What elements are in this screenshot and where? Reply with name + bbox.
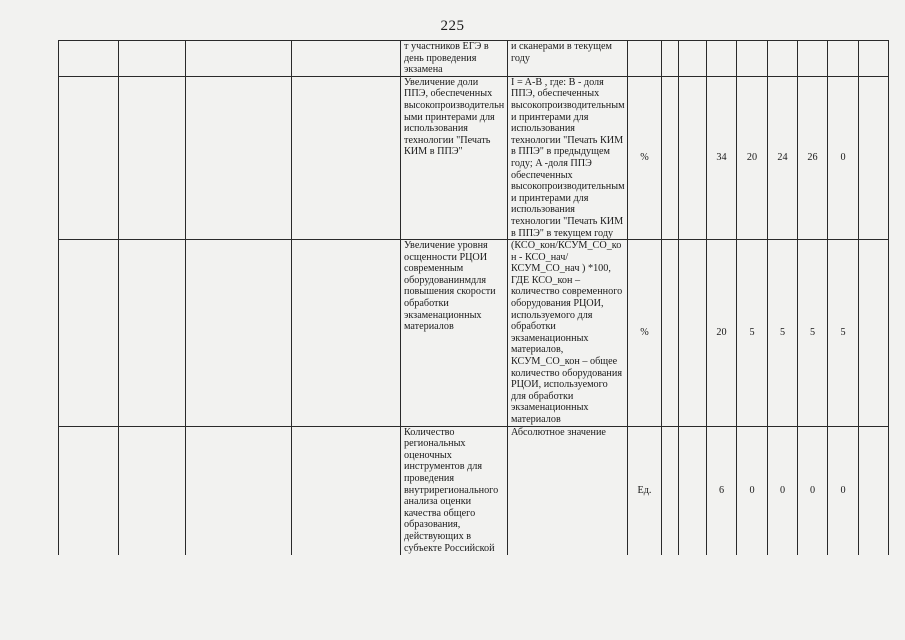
empty-cell <box>59 426 119 555</box>
table-row <box>59 76 889 239</box>
page-number: 225 <box>440 18 465 34</box>
calculation-method: (КСО_кон/КСУМ_СО_ко н - КСО_нач/КСУМ_СО_нач ) *100, ГДЕ КСО_кон – количество современного оборудования РЦОИ, используемого для обработки экзаменационных материалов, КСУМ_СО_кон – общее количество оборудования РЦОИ, используемого для обработки экзаменационных материалов <box>508 240 628 427</box>
year-value-cell: 24 <box>768 76 798 239</box>
unit-cell: % <box>628 240 662 427</box>
indicator-name: т участников ЕГЭ в день проведения экзамена <box>401 41 508 77</box>
empty-cell <box>292 426 401 555</box>
year-value-cell: 20 <box>737 76 768 239</box>
indicator-name: Увеличение доли ППЭ, обеспеченных высокопроизводительн ыми принтерами для использования технологии "Печать КИМ в ППЭ" <box>401 76 508 239</box>
base-value-cell: 34 <box>707 76 737 239</box>
calculation-method: и сканерами в текущем году <box>508 41 628 77</box>
empty-cell <box>59 41 119 77</box>
empty-cell <box>662 240 679 427</box>
year-value-cell: 0 <box>798 426 828 555</box>
unit-cell <box>628 41 662 77</box>
unit-cell: Ед. <box>628 426 662 555</box>
empty-cell <box>662 426 679 555</box>
base-value-cell: 20 <box>707 240 737 427</box>
year-value-cell: 5 <box>798 240 828 427</box>
empty-cell <box>859 240 889 427</box>
empty-cell <box>662 41 679 77</box>
empty-cell <box>662 76 679 239</box>
empty-cell <box>119 240 186 427</box>
empty-cell <box>59 240 119 427</box>
table-row <box>59 240 889 427</box>
year-value-cell: 26 <box>798 76 828 239</box>
year-value-cell: 0 <box>737 426 768 555</box>
year-value-cell: 5 <box>768 240 798 427</box>
empty-cell <box>119 426 186 555</box>
empty-cell <box>119 41 186 77</box>
empty-cell <box>859 76 889 239</box>
unit-cell: % <box>628 76 662 239</box>
empty-cell <box>186 76 292 239</box>
empty-cell <box>679 426 707 555</box>
base-value-cell <box>707 41 737 77</box>
empty-cell <box>186 41 292 77</box>
year-value-cell: 5 <box>828 240 859 427</box>
calculation-method: Абсолютное значение <box>508 426 628 555</box>
empty-cell <box>679 240 707 427</box>
year-value-cell: 0 <box>768 426 798 555</box>
indicator-name <box>401 426 508 555</box>
year-value-cell: 5 <box>737 240 768 427</box>
year-value-cell <box>798 41 828 77</box>
indicator-table <box>58 40 889 555</box>
year-value-cell: 0 <box>828 426 859 555</box>
empty-cell <box>186 240 292 427</box>
empty-cell <box>119 76 186 239</box>
empty-cell <box>679 76 707 239</box>
empty-cell <box>859 41 889 77</box>
indicator-text: Количество региональных оценочных инструментов для проведения внутрирегионального анализа оценки качества общего образования, действующих в субъекте Российской <box>404 426 499 554</box>
table-row <box>59 41 889 77</box>
calculation-method: I = A-B , где: B - доля ППЭ, обеспеченных высокопроизводительным и принтерами для использования технологии "Печать КИМ в ППЭ" в предыдущем году; A -доля ППЭ обеспеченных высокопроизводительным и принтерами для использования технологии "Печать КИМ в ППЭ" в текущем году <box>508 76 628 239</box>
year-value-cell: 0 <box>828 76 859 239</box>
empty-cell <box>679 41 707 77</box>
year-value-cell <box>828 41 859 77</box>
empty-cell <box>859 426 889 555</box>
year-value-cell <box>768 41 798 77</box>
empty-cell <box>59 76 119 239</box>
indicator-name: Увеличение уровня осщенности РЦОИ современным оборудованинмдля повышения скорости обработки экзаменационных материалов <box>401 240 508 427</box>
empty-cell <box>292 240 401 427</box>
empty-cell <box>186 426 292 555</box>
table-row <box>59 426 889 555</box>
empty-cell <box>292 76 401 239</box>
year-value-cell <box>737 41 768 77</box>
base-value-cell: 6 <box>707 426 737 555</box>
empty-cell <box>292 41 401 77</box>
